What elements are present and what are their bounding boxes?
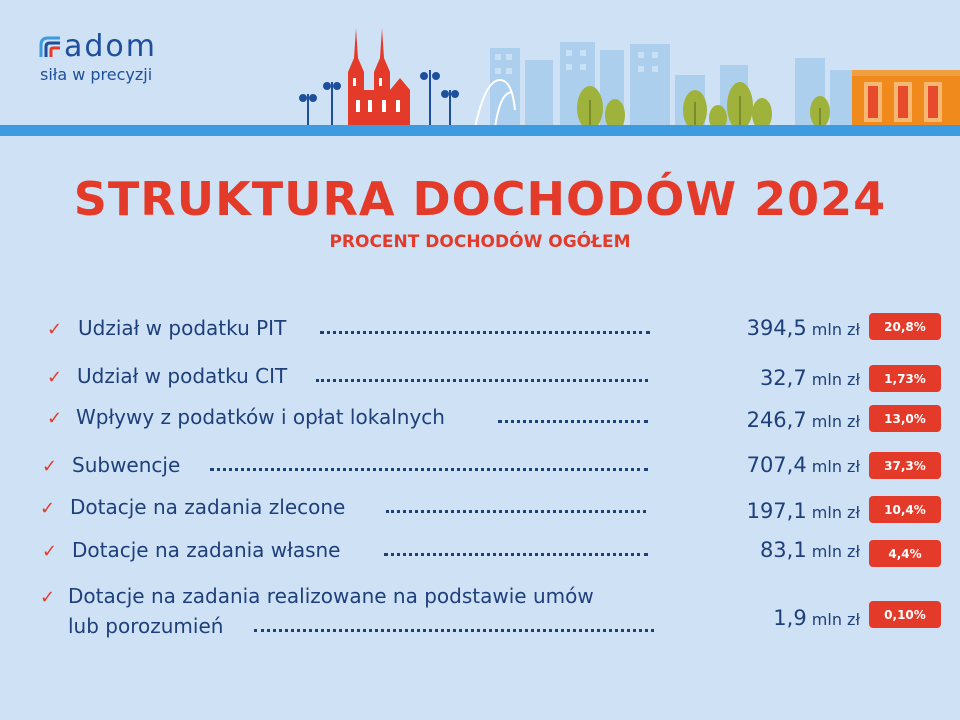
check-icon: ✓ — [40, 587, 56, 608]
item-label-continuation: lub porozumień — [68, 614, 224, 638]
page-title: STRUKTURA DOCHODÓW 2024 — [73, 172, 887, 226]
item-amount: 394,5 mln zł — [746, 316, 860, 340]
dotted-leader — [384, 552, 648, 556]
dotted-leader — [254, 628, 654, 632]
percent-badge: 10,4% — [869, 496, 941, 523]
item-label: Dotacje na zadania realizowane na podstawie umów — [68, 584, 594, 608]
page-subtitle: PROCENT DOCHODÓW OGÓŁEM — [329, 232, 631, 252]
item-amount: 197,1 mln zł — [746, 499, 860, 523]
ground-stripe — [0, 125, 960, 136]
dotted-leader — [498, 419, 648, 423]
percent-badge: 13,0% — [869, 405, 941, 432]
item-label: Subwencje — [72, 453, 181, 477]
item-amount: 83,1 mln zł — [759, 538, 860, 562]
percent-badge: 37,3% — [869, 452, 941, 479]
item-label: Dotacje na zadania zlecone — [70, 495, 346, 519]
logo-wordmark — [38, 29, 158, 64]
percent-badge: 4,4% — [869, 540, 941, 567]
check-icon: ✓ — [47, 408, 63, 429]
item-label: Dotacje na zadania własne — [72, 538, 341, 562]
item-label: Udział w podatku CIT — [77, 364, 288, 388]
item-label: Udział w podatku PIT — [78, 316, 287, 340]
dotted-leader — [386, 509, 646, 513]
percent-badge: 0,10% — [869, 601, 941, 628]
radom-logo — [38, 29, 158, 84]
check-icon: ✓ — [47, 367, 63, 388]
dotted-leader — [316, 378, 648, 382]
check-icon: ✓ — [47, 319, 63, 340]
logo-word-text: adom — [64, 29, 158, 64]
item-amount: 32,7 mln zł — [759, 366, 860, 390]
percent-badge: 1,73% — [869, 365, 941, 392]
check-icon: ✓ — [42, 456, 58, 477]
percent-badge: 20,8% — [869, 313, 941, 340]
item-amount: 707,4 mln zł — [746, 453, 860, 477]
item-amount: 1,9 mln zł — [773, 606, 860, 630]
dotted-leader — [210, 467, 648, 471]
check-icon: ✓ — [42, 541, 58, 562]
city-skyline-illustration — [290, 20, 960, 128]
dotted-leader — [320, 330, 650, 334]
item-label: Wpływy z podatków i opłat lokalnych — [76, 405, 445, 429]
logo-r-icon — [38, 35, 62, 59]
check-icon: ✓ — [40, 498, 56, 519]
item-amount: 246,7 mln zł — [746, 408, 860, 432]
logo-tagline: siła w precyzji — [40, 65, 153, 84]
